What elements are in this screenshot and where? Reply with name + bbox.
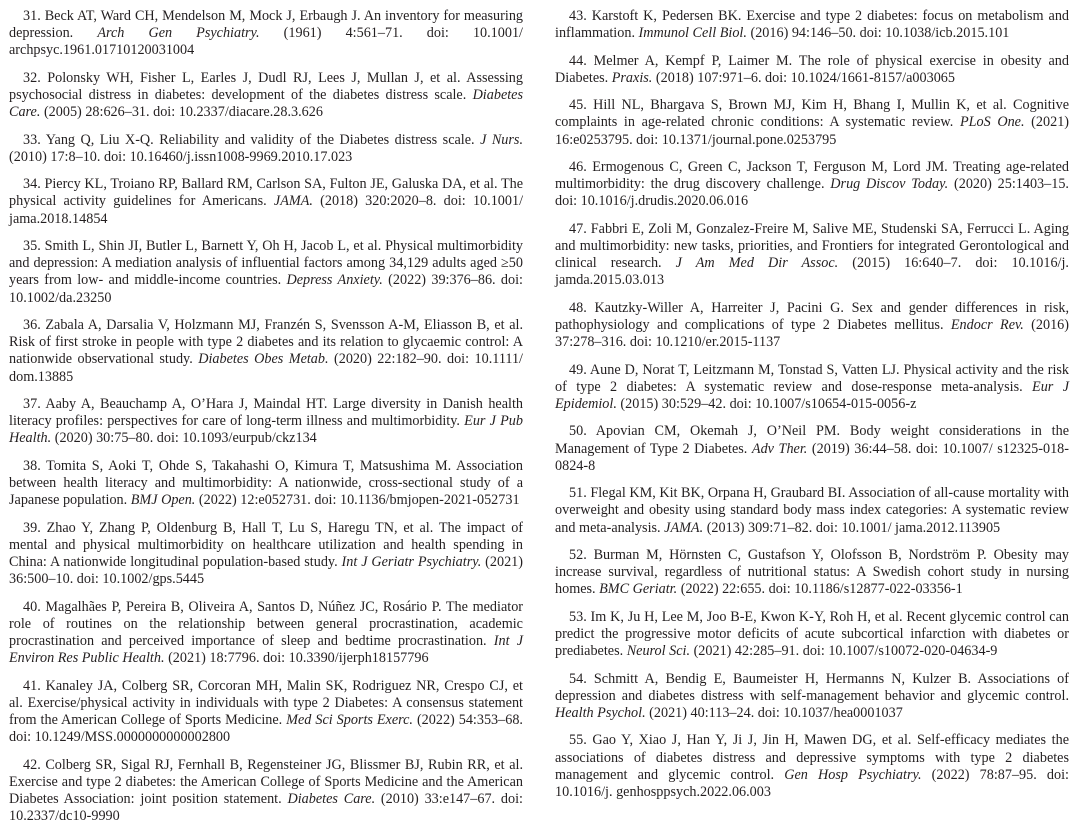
reference-item xyxy=(9,238,523,307)
reference-journal: Diabetes Obes Metab. xyxy=(198,351,329,368)
reference-authors-title: Yang Q, Liu X-Q. Reliability and validity of the Diabetes distress scale. xyxy=(45,131,481,148)
reference-item xyxy=(9,599,523,668)
reference-citation-details: (2015) 16:640–7. doi: 10.1016/j. jamda.2015.03.013 xyxy=(555,255,1069,289)
reference-citation-details: (2021) 42:285–91. doi: 10.1007/s10072-020-04634-9 xyxy=(690,643,998,660)
reference-citation-details: (2021) 18:7796. doi: 10.3390/ijerph18157796 xyxy=(164,650,429,667)
reference-journal: Gen Hosp Psychiatry. xyxy=(784,766,922,783)
reference-number: 38. xyxy=(23,457,41,474)
reference-citation-details: (2021) 40:113–24. doi: 10.1037/hea0001037 xyxy=(645,704,903,721)
reference-authors-title: Polonsky WH, Fisher L, Earles J, Dudl RJ, Lees J, Mullan J, et al. Assessing psychosocial distress in diabetes: development of the diabetes distress scale. xyxy=(9,69,523,103)
reference-authors-title: Hill NL, Bhargava S, Brown MJ, Kim H, Bhang I, Mullin K, et al. Cognitive complaints in age-related chronic conditions: A systematic review. xyxy=(555,97,1069,131)
reference-number: 51. xyxy=(569,485,587,502)
reference-item xyxy=(555,221,1069,290)
reference-citation-details: (2010) 17:8–10. doi: 10.16460/j.issn1008-9969.2010.17.023 xyxy=(9,148,353,165)
reference-journal: Diabetes Care. xyxy=(287,790,376,807)
reference-number: 54. xyxy=(569,670,587,687)
reference-item xyxy=(9,520,523,589)
reference-journal: Diabetes Care. xyxy=(9,87,523,121)
reference-number: 35. xyxy=(23,237,41,254)
reference-number: 36. xyxy=(23,316,41,333)
reference-journal: Health Psychol. xyxy=(555,704,646,721)
reference-journal: J Nurs. xyxy=(480,131,523,148)
reference-citation-details: (2022) 12:e052731. doi: 10.1136/bmjopen-2021-052731 xyxy=(195,492,520,509)
reference-journal: Arch Gen Psychiatry. xyxy=(97,25,260,42)
reference-item xyxy=(555,423,1069,475)
reference-authors-title: Karstoft K, Pedersen BK. Exercise and type 2 diabetes: focus on metabolism and inflammation. xyxy=(555,8,1070,42)
reference-item xyxy=(555,609,1069,661)
reference-citation-details: (2022) 39:376–86. doi: 10.1002/da.23250 xyxy=(9,272,523,306)
reference-item xyxy=(555,362,1069,414)
reference-item xyxy=(555,547,1069,599)
reference-number: 49. xyxy=(569,361,587,378)
reference-authors-title: Tomita S, Aoki T, Ohde S, Takahashi O, Kimura T, Matsushima M. Association between health literacy and multimorbidity: A nationwide, cross-sectional study of a Japanese population. xyxy=(9,457,523,509)
reference-number: 47. xyxy=(569,220,587,237)
reference-authors-title: Schmitt A, Bendig E, Baumeister H, Hermanns N, Kulzer B. Associations of depression and diabetes distress with self-management behavior and glycemic control. xyxy=(555,670,1069,704)
reference-item xyxy=(555,485,1069,537)
reference-citation-details: (2020) 25:1403–15. doi: 10.1016/j.drudis.2020.06.016 xyxy=(555,176,1069,210)
reference-item xyxy=(9,396,523,448)
reference-item xyxy=(9,317,523,386)
reference-journal: Drug Discov Today. xyxy=(830,176,949,193)
reference-journal: Praxis. xyxy=(611,69,653,86)
reference-journal: JAMA. xyxy=(273,193,313,210)
reference-journal: BMJ Open. xyxy=(130,492,196,509)
reference-authors-title: Zabala A, Darsalia V, Holzmann MJ, Franzén S, Svensson A-M, Eliasson B, et al. Risk of first stroke in people with type 2 diabetes and its relation to glycaemic control: A nationwide observational study. xyxy=(9,316,523,368)
reference-item xyxy=(9,8,523,60)
reference-citation-details: (2010) 33:e147–67. doi: 10.2337/dc10-9990 xyxy=(9,790,523,825)
reference-number: 34. xyxy=(23,176,41,193)
reference-authors-title: Flegal KM, Kit BK, Orpana H, Graubard BI. Association of all-cause mortality with overweight and obesity using standard body mass index categories: A systematic review and meta-analysis. xyxy=(555,485,1069,536)
reference-item xyxy=(9,176,523,228)
reference-item xyxy=(9,757,523,826)
reference-number: 48. xyxy=(569,299,587,316)
reference-authors-title: Kanaley JA, Colberg SR, Corcoran MH, Malin SK, Rodriguez NR, Crespo CJ, et al. Exercise/physical activity in individuals with type 2 Diabetes: A consensus statement from the American College of Sports Medicine. xyxy=(9,677,523,728)
reference-citation-details: (2013) 309:71–82. doi: 10.1001/ jama.2012.113905 xyxy=(703,519,1001,536)
reference-journal: BMC Geriatr. xyxy=(599,581,678,598)
reference-journal: Eur J Epidemiol. xyxy=(555,378,1069,412)
reference-item xyxy=(555,300,1069,352)
reference-authors-title: Zhao Y, Zhang P, Oldenburg B, Hall T, Lu S, Haregu TN, et al. The impact of mental and physical multimorbidity on healthcare utilization and health spending in China: A nationwide longitudinal population-based study. xyxy=(9,519,524,570)
reference-authors-title: Aune D, Norat T, Leitzmann M, Tonstad S, Vatten LJ. Physical activity and the risk of type 2 diabetes: A systematic review and dose-response meta-analysis. xyxy=(555,361,1070,395)
reference-number: 43. xyxy=(569,8,587,24)
reference-journal: Int J Geriatr Psychiatry. xyxy=(341,553,482,570)
reference-journal: Neurol Sci. xyxy=(626,643,691,660)
reference-item xyxy=(555,8,1069,42)
reference-item xyxy=(555,53,1069,87)
reference-citation-details: (2019) 36:44–58. doi: 10.1007/ s12325-018-0824-8 xyxy=(555,440,1069,474)
reference-citation-details: (2020) 30:75–80. doi: 10.1093/eurpub/ckz134 xyxy=(51,430,317,447)
reference-number: 33. xyxy=(23,131,41,148)
reference-authors-title: Apovian CM, Okemah J, O’Neil PM. Body weight considerations in the Management of Type 2 Diabetes. xyxy=(555,423,1069,457)
reference-journal: Adv Ther. xyxy=(751,440,808,457)
reference-number: 53. xyxy=(569,608,587,625)
reference-authors-title: Kautzky-Willer A, Harreiter J, Pacini G. Sex and gender differences in risk, pathophysiology and complications of type 2 Diabetes mellitus. xyxy=(555,299,1070,333)
reference-number: 42. xyxy=(23,756,41,773)
reference-journal: Depress Anxiety. xyxy=(286,272,383,289)
reference-citation-details: (2016) 94:146–50. doi: 10.1038/icb.2015.101 xyxy=(746,25,1010,42)
reference-citation-details: (2015) 30:529–42. doi: 10.1007/s10654-015-0056-z xyxy=(616,395,917,412)
reference-item xyxy=(9,678,523,747)
reference-journal: PLoS One. xyxy=(959,114,1025,131)
reference-journal: Endocr Rev. xyxy=(950,316,1024,333)
reference-authors-title: Aaby A, Beauchamp A, O’Hara J, Maindal HT. Large diversity in Danish health literacy profiles: perspectives for care of long-term illness and multimorbidity. xyxy=(9,395,523,430)
reference-number: 31. xyxy=(23,8,41,24)
reference-citation-details: (2005) 28:626–31. doi: 10.2337/diacare.28.3.626 xyxy=(40,104,323,121)
reference-authors-title: Piercy KL, Troiano RP, Ballard RM, Carlson SA, Fulton JE, Galuska DA, et al. The physical activity guidelines for Americans. xyxy=(9,176,524,210)
reference-journal: JAMA. xyxy=(664,519,704,536)
reference-item xyxy=(9,70,523,122)
reference-number: 52. xyxy=(569,546,587,563)
reference-authors-title: Magalhães P, Pereira B, Oliveira A, Santos D, Núñez JC, Rosário P. The mediator role of routines on the relationship between general procrastination, academic procrastination and perceived importance of sleep and bedtime procrastination. xyxy=(9,598,524,649)
reference-citation-details: (2022) 54:353–68. doi: 10.1249/MSS.0000000000002800 xyxy=(9,711,523,746)
reference-journal: Int J Environ Res Public Health. xyxy=(9,632,523,667)
reference-number: 55. xyxy=(569,732,587,749)
reference-number: 46. xyxy=(569,158,587,175)
reference-number: 41. xyxy=(23,677,41,694)
reference-citation-details: (2022) 22:655. doi: 10.1186/s12877-022-03356-1 xyxy=(677,581,963,598)
reference-number: 32. xyxy=(23,69,41,86)
reference-authors-title: Fabbri E, Zoli M, Gonzalez-Freire M, Salive ME, Studenski SA, Ferrucci L. Aging and multimorbidity: new tasks, priorities, and Frontiers for integrated Gerontological and clinical research. xyxy=(555,220,1069,272)
reference-authors-title: Melmer A, Kempf P, Laimer M. The role of physical exercise in obesity and Diabetes. xyxy=(555,52,1069,86)
reference-number: 39. xyxy=(23,519,41,536)
reference-journal: Eur J Pub Health. xyxy=(9,413,523,447)
reference-item xyxy=(555,671,1069,723)
reference-column-right xyxy=(555,8,1069,811)
reference-journal: Med Sci Sports Exerc. xyxy=(286,711,413,728)
reference-citation-details: (2018) 320:2020–8. doi: 10.1001/ jama.2018.14854 xyxy=(9,193,524,227)
reference-citation-details: (2021) 16:e0253795. doi: 10.1371/journal.pone.0253795 xyxy=(555,114,1070,148)
reference-item xyxy=(555,97,1069,149)
reference-number: 37. xyxy=(23,395,41,412)
reference-authors-title: Smith L, Shin JI, Butler L, Barnett Y, Oh H, Jacob L, et al. Physical multimorbidity and depression: A mediation analysis of influential factors among 34,129 adults aged ≥50 years from low- and middle-income countries. xyxy=(9,237,524,289)
reference-item xyxy=(555,732,1069,801)
reference-authors-title: Beck AT, Ward CH, Mendelson M, Mock J, Erbaugh J. An inventory for measuring depression. xyxy=(9,8,524,42)
reference-journal: J Am Med Dir Assoc. xyxy=(675,255,839,272)
reference-item xyxy=(9,458,523,510)
reference-citation-details: (2018) 107:971–6. doi: 10.1024/1661-8157/a003065 xyxy=(652,69,955,86)
reference-authors-title: Gao Y, Xiao J, Han Y, Ji J, Jin H, Mawen DG, et al. Self-efficacy mediates the associations of diabetes distress and depressive symptoms with type 2 diabetes management and glycemic control. xyxy=(555,732,1069,783)
reference-journal: Immunol Cell Biol. xyxy=(638,25,747,42)
reference-number: 50. xyxy=(569,423,587,440)
reference-citation-details: (2016) 37:278–316. doi: 10.1210/er.2015-1137 xyxy=(555,316,1069,351)
reference-item xyxy=(9,132,523,166)
reference-authors-title: Colberg SR, Sigal RJ, Fernhall B, Regensteiner JG, Blissmer BJ, Rubin RR, et al. Exercise and type 2 diabetes: the American College of Sports Medicine and the American Diabetes Association: joint position statement. xyxy=(9,756,524,807)
reference-number: 44. xyxy=(569,52,587,69)
reference-citation-details: (2022) 78:87–95. doi: 10.1016/j. genhosppsych.2022.06.003 xyxy=(555,766,1069,800)
reference-item xyxy=(555,159,1069,211)
reference-citation-details: (1961) 4:561–71. doi: 10.1001/ archpsyc.1961.01710120031004 xyxy=(9,25,523,59)
reference-citation-details: (2021) 36:500–10. doi: 10.1002/gps.5445 xyxy=(9,553,523,588)
reference-authors-title: Burman M, Hörnsten C, Gustafson Y, Olofsson B, Nordström P. Obesity may increase survival, regardless of nutritional status: A Swedish cohort study in nursing homes. xyxy=(555,546,1069,598)
reference-column-left xyxy=(9,8,523,836)
reference-authors-title: Im K, Ju H, Lee M, Joo B-E, Kwon K-Y, Roh H, et al. Recent glycemic control can predict the progressive motor deficits of acute subcortical infarction with diabetes or prediabetes. xyxy=(555,608,1070,660)
reference-citation-details: (2020) 22:182–90. doi: 10.1111/ dom.13885 xyxy=(9,351,523,385)
reference-number: 40. xyxy=(23,598,41,615)
reference-number: 45. xyxy=(569,97,587,114)
reference-authors-title: Ermogenous C, Green C, Jackson T, Ferguson M, Lord JM. Treating age-related multimorbidity: the drug discovery challenge. xyxy=(555,158,1069,193)
